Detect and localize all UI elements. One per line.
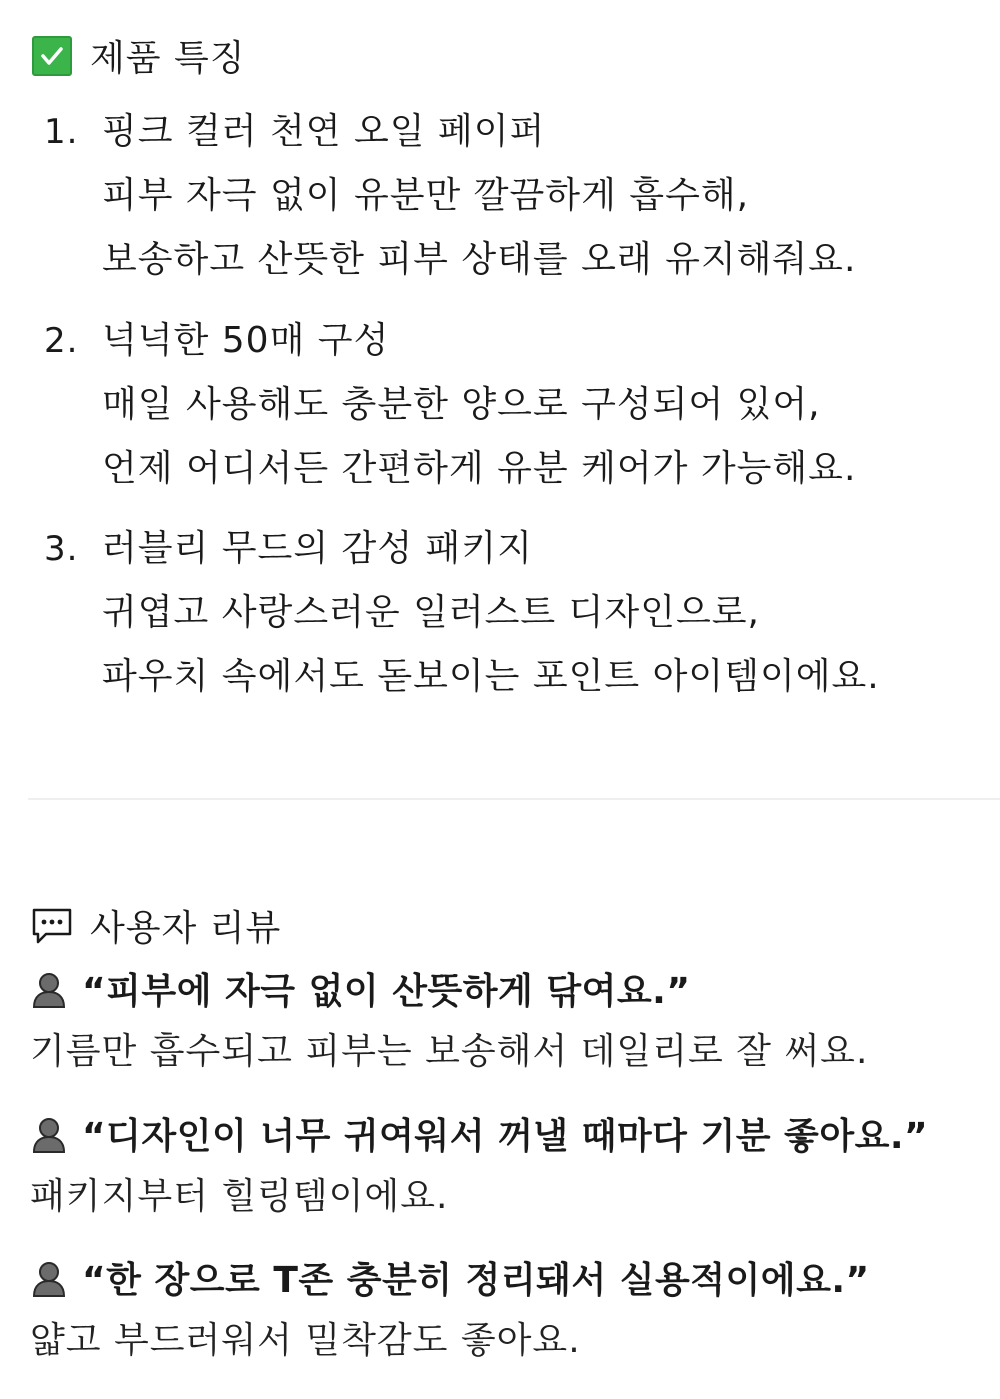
features-heading xyxy=(32,30,246,81)
review-body: 얇고 부드러워서 밀착감도 좋아요. xyxy=(30,1320,581,1361)
review-body: 패키지부터 힐링템이에요. xyxy=(30,1176,449,1217)
check-box-icon xyxy=(32,36,72,76)
review-quote-line xyxy=(30,1101,990,1165)
feature-number: 1. xyxy=(44,112,79,152)
speech-bubble-icon xyxy=(30,906,74,946)
feature-title: 핑크 컬러 천연 오일 페이퍼 xyxy=(102,111,546,152)
feature-title-line xyxy=(44,517,984,581)
review-item xyxy=(30,956,990,1084)
feature-number: 3. xyxy=(44,529,79,569)
feature-description-line: 언제 어디서든 간편하게 유분 케어가 가능해요. xyxy=(102,448,857,489)
review-quote: “한 장으로 T존 충분히 정리돼서 실용적이에요.” xyxy=(82,1259,870,1301)
feature-item xyxy=(44,100,984,292)
feature-title: 러블리 무드의 감성 패키지 xyxy=(102,528,533,569)
feature-description-line: 보송하고 산뜻한 피부 상태를 오래 유지해줘요. xyxy=(102,239,857,280)
feature-number: 2. xyxy=(44,321,79,361)
feature-item xyxy=(44,309,984,501)
review-item xyxy=(30,1101,990,1229)
review-quote: “피부에 자극 없이 산뜻하게 닦여요.” xyxy=(82,970,691,1012)
feature-item xyxy=(44,517,984,709)
review-item xyxy=(30,1245,990,1373)
person-icon xyxy=(30,1113,68,1153)
section-divider xyxy=(28,798,1000,800)
feature-title-line xyxy=(44,309,984,373)
person-icon xyxy=(30,1257,68,1297)
review-body: 기름만 흡수되고 피부는 보송해서 데일리로 잘 써요. xyxy=(30,1031,869,1072)
feature-description-line: 피부 자극 없이 유분만 깔끔하게 흡수해, xyxy=(102,175,750,216)
feature-description-line: 파우치 속에서도 돋보이는 포인트 아이템이에요. xyxy=(102,656,880,697)
person-icon xyxy=(30,968,68,1008)
feature-title-line xyxy=(44,100,984,164)
reviews-title: 사용자 리뷰 xyxy=(90,908,282,949)
review-quote-line xyxy=(30,1245,990,1309)
features-title: 제품 특징 xyxy=(90,38,246,79)
reviews-heading xyxy=(30,900,281,951)
feature-title: 넉넉한 50매 구성 xyxy=(102,320,390,361)
review-quote-line xyxy=(30,956,990,1020)
feature-description-line: 매일 사용해도 충분한 양으로 구성되어 있어, xyxy=(102,384,821,425)
feature-description-line: 귀엽고 사랑스러운 일러스트 디자인으로, xyxy=(102,592,760,633)
review-quote: “디자인이 너무 귀여워서 꺼낼 때마다 기분 좋아요.” xyxy=(82,1115,929,1157)
